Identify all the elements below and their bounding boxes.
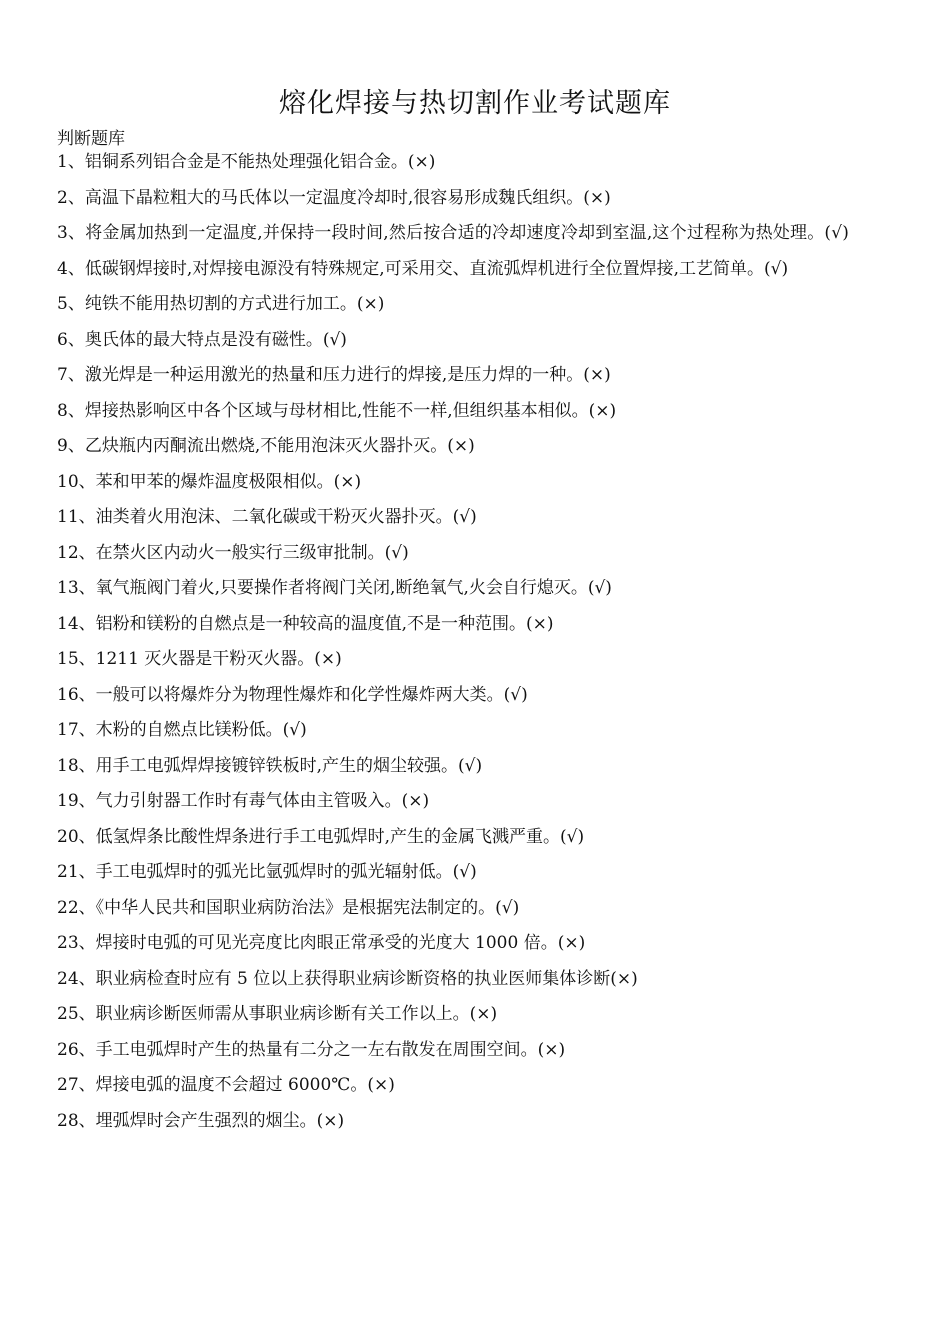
question-text: 3、将金属加热到一定温度,并保持一段时间,然后按合适的冷却速度冷却到室温,这个过程称为热处理。(√) [57,223,850,243]
question-text: 20、低氢焊条比酸性焊条进行手工电弧焊时,产生的金属飞溅严重。(√) [57,826,585,847]
question-item [57,997,902,1033]
question-item [57,607,902,643]
question-item [57,891,902,927]
question-item [57,500,902,536]
question-text: 12、在禁火区内动火一般实行三级审批制。(√) [57,542,409,563]
question-text: 11、油类着火用泡沫、二氧化碳或干粉灭火器扑灭。(√) [57,507,477,527]
question-list [57,145,902,1139]
section-heading: 判断题库 [57,129,125,149]
question-text: 18、用手工电弧焊焊接镀锌铁板时,产生的烟尘较强。(√) [57,755,483,776]
question-text: 24、职业病检查时应有 5 位以上获得职业病诊断资格的执业医师集体诊断(×) [57,968,638,989]
question-text: 28、埋弧焊时会产生强烈的烟尘。(×) [57,1110,345,1131]
question-item [57,394,902,430]
question-text: 8、焊接热影响区中各个区域与母材相比,性能不一样,但组织基本相似。(×) [57,400,617,421]
question-item [57,749,902,785]
question-text: 15、1211 灭火器是干粉灭火器。(×) [57,649,342,669]
question-item [57,252,902,288]
question-text: 4、低碳钢焊接时,对焊接电源没有特殊规定,可采用交、直流弧焊机进行全位置焊接,工艺简单。(√) [57,258,789,279]
question-item [57,429,902,465]
question-text: 19、气力引射器工作时有毒气体由主管吸入。(×) [57,791,430,811]
question-item [57,678,902,714]
question-item [57,1104,902,1140]
question-item [57,216,902,252]
question-item [57,1068,902,1104]
question-item [57,465,902,501]
question-item [57,784,902,820]
question-item [57,181,902,217]
question-text: 10、苯和甲苯的爆炸温度极限相似。(×) [57,471,362,492]
question-text: 16、一般可以将爆炸分为物理性爆炸和化学性爆炸两大类。(√) [57,684,528,705]
question-text: 1、铝铜系列铝合金是不能热处理强化铝合金。(×) [57,152,436,172]
question-text: 25、职业病诊断医师需从事职业病诊断有关工作以上。(×) [57,1004,498,1024]
question-item [57,323,902,359]
question-text: 7、激光焊是一种运用激光的热量和压力进行的焊接,是压力焊的一种。(×) [57,365,611,385]
question-text: 9、乙炔瓶内丙酮流出燃烧,不能用泡沫灭火器扑灭。(×) [57,436,475,456]
document-title: 熔化焊接与热切割作业考试题库 [279,88,671,120]
question-item [57,145,902,181]
question-item [57,820,902,856]
question-item [57,1033,902,1069]
question-item [57,855,902,891]
question-item [57,287,902,323]
question-text: 14、铝粉和镁粉的自燃点是一种较高的温度值,不是一种范围。(×) [57,613,554,634]
question-text: 5、纯铁不能用热切割的方式进行加工。(×) [57,294,385,314]
question-item [57,642,902,678]
question-text: 13、氧气瓶阀门着火,只要操作者将阀门关闭,断绝氧气,火会自行熄灭。(√) [57,578,612,598]
question-item [57,962,902,998]
question-text: 23、焊接时电弧的可见光亮度比肉眼正常承受的光度大 1000 倍。(×) [57,933,586,953]
question-text: 17、木粉的自燃点比镁粉低。(√) [57,720,307,740]
question-item [57,926,902,962]
question-text: 27、焊接电弧的温度不会超过 6000℃。(×) [57,1075,395,1095]
question-item [57,713,902,749]
question-item [57,358,902,394]
question-text: 21、手工电弧焊时的弧光比氩弧焊时的弧光辐射低。(√) [57,862,477,882]
question-text: 6、奥氏体的最大特点是没有磁性。(√) [57,329,347,350]
question-item [57,571,902,607]
question-item [57,536,902,572]
question-text: 2、高温下晶粒粗大的马氏体以一定温度冷却时,很容易形成魏氏组织。(×) [57,187,611,208]
question-text: 22、《中华人民共和国职业病防治法》是根据宪法制定的。(√) [57,897,520,918]
question-text: 26、手工电弧焊时产生的热量有二分之一左右散发在周围空间。(×) [57,1039,566,1060]
